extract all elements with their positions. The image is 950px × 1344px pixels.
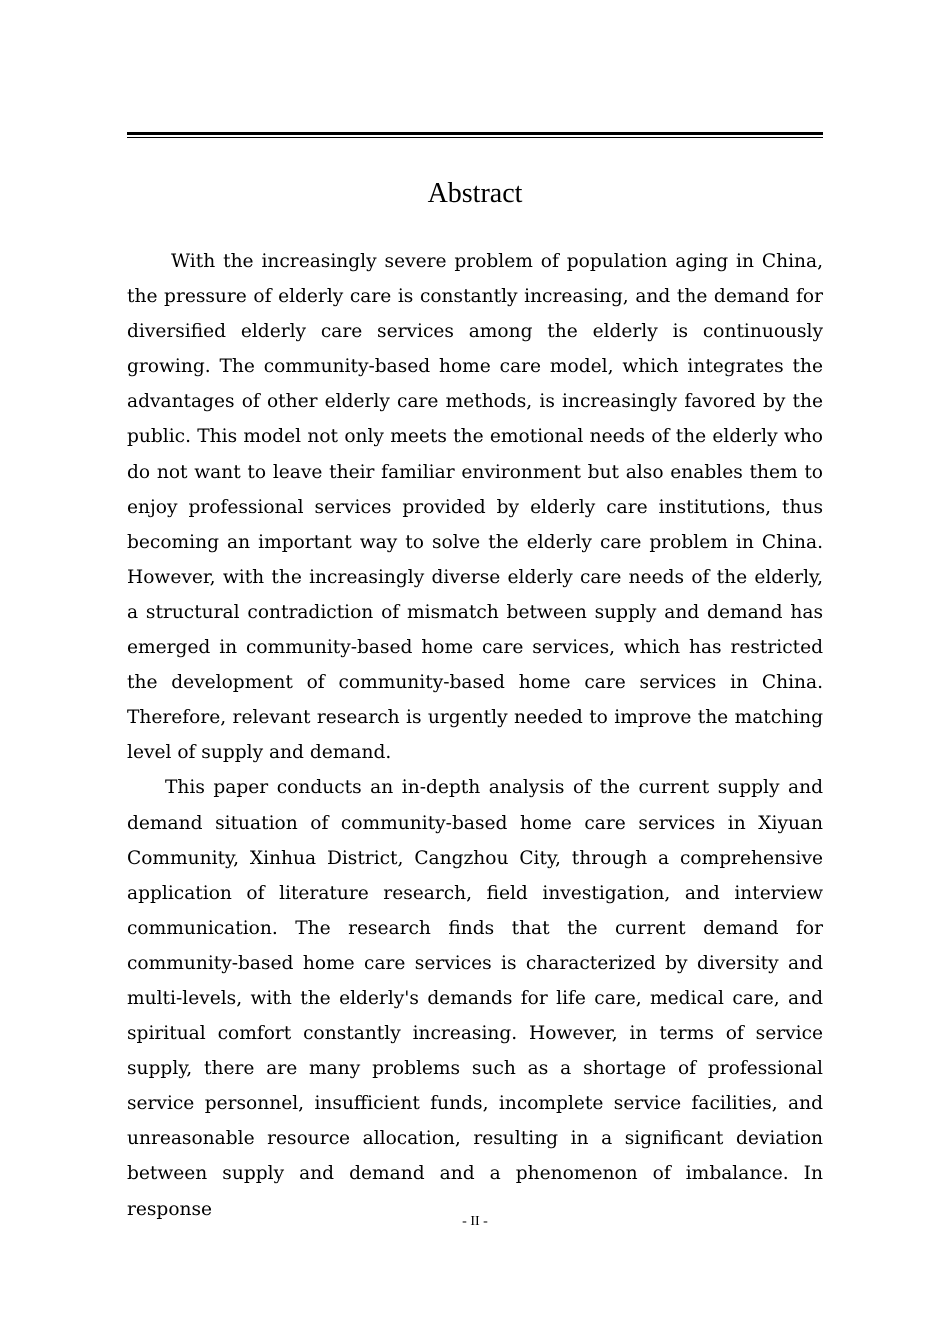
header-rule-thick-line [127,132,823,135]
header-rule-thin-line [127,137,823,138]
abstract-title: Abstract [427,178,523,209]
page-number: - II - [462,1214,488,1229]
abstract-paragraph-1: With the increasingly severe problem of population aging in China, the pressure of elderly care is constantly increasing, and the demand for diversified elderly care services among the elderly is continuously growing. The community-based home care model, which integrates the advantages of other elderly care methods, is increasingly favored by the public. This model not only meets the emotional needs of the elderly who do not want to leave their familiar environment but also enables them to enjoy professional services provided by elderly care institutions, thus becoming an important way to solve the elderly care problem in China. However, with the increasingly diverse elderly care needs of the elderly, a structural contradiction of mismatch between supply and demand has emerged in community-based home care services, which has restricted the development of community-based home care services in China. Therefore, relevant research is urgently needed to improve the matching level of supply and demand. [127,251,823,764]
abstract-body [127,244,823,1227]
header-double-rule [127,132,823,139]
abstract-paragraph-2: This paper conducts an in-depth analysis of the current supply and demand situation of community-based home care services in Xiyuan Community, Xinhua District, Cangzhou City, through a comprehensive application of literature research, field investigation, and interview communication. The research finds that the current demand for community-based home care services is characterized by diversity and multi-levels, with the elderly's demands for life care, medical care, and spiritual comfort constantly increasing. However, in terms of service supply, there are many problems such as a shortage of professional service personnel, insufficient funds, incomplete service facilities, and unreasonable resource allocation, resulting in a significant deviation between supply and demand and a phenomenon of imbalance. In response [127,777,823,1220]
